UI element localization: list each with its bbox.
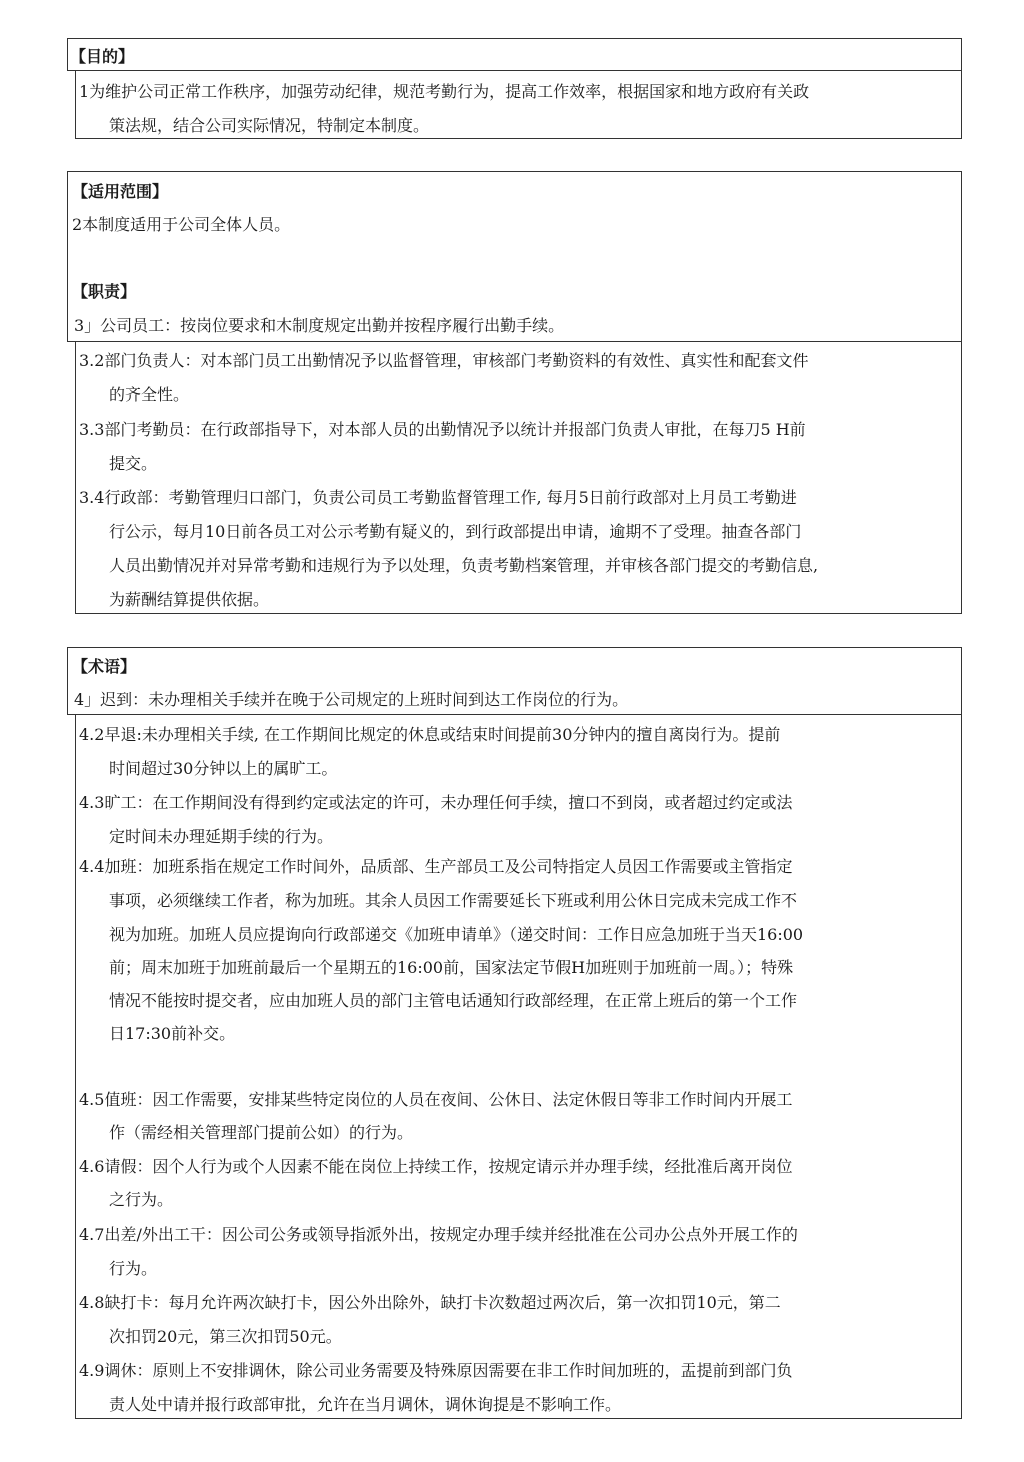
terms-item-4-2-line-2: 时间超过30分钟以上的属旷工。 (109, 759, 338, 778)
terms-heading: 【术语】 (72, 657, 137, 676)
terms-item-4-4-line-5: 情况不能按时提交者，应由加班人员的部门主管电话通知行政部经理，在正常上班后的第一个工作 (109, 991, 798, 1010)
terms-item-4-6-line-1: 4.6请假：因个人行为或个人因素不能在岗位上持续工作，按规定请示并办理手续，经批准后离开岗位 (79, 1157, 793, 1176)
terms-item-4-6-line-2: 之行为。 (109, 1190, 174, 1209)
terms-body-frame (75, 714, 962, 1419)
duties-item-3-3-line-2: 提交。 (109, 454, 158, 473)
terms-item-4-8-line-1: 4.8缺打卡：每月允许两次缺打卡，因公外出除外，缺打卡次数超过两次后，第一次扣罚10元，第二 (79, 1293, 781, 1312)
terms-item-4-4-line-4: 前；周末加班于加班前最后一个星期五的16:00前，国家法定节假H加班则于加班前一周。）；特殊 (109, 958, 794, 977)
duties-item-3-4-line-1: 3.4行政部：考勤管理归口部门，负责公司员工考勤监督管理工作, 每月5日前行政部对上月员工考勤进 (79, 488, 797, 507)
terms-item-4-3-line-2: 定时间未办理延期手续的行为。 (109, 827, 334, 846)
purpose-item-1-line-1: 1为维护公司正常工作秩序，加强劳动纪律，规范考勤行为，提高工作效率，根据国家和地方政府有关政 (79, 82, 810, 101)
terms-item-4-4-line-6: 日17:30前补交。 (109, 1024, 236, 1043)
terms-item-4-4-line-3: 视为加班。加班人员应提询向行政部递交《加班申请单》（递交时间：工作日应急加班于当天16:00 (109, 925, 804, 944)
duties-item-3-4-line-2: 行公示，每月10日前各员工对公示考勤有疑义的，到行政部提出申请，逾期不了受理。抽查各部门 (109, 522, 802, 541)
terms-item-4-4-line-2: 事项，必须继续工作者，称为加班。其余人员因工作需要延长下班或利用公休日完成未完成工作不 (109, 891, 798, 910)
terms-item-4-9-line-2: 责人处中请并报行政部审批，允许在当月调休，调休询提是不影响工作。 (109, 1395, 622, 1414)
terms-item-4-9-line-1: 4.9调休：原则上不安排调休，除公司业务需要及特殊原因需要在非工作时间加班的，盂提前到部门负 (79, 1361, 793, 1380)
terms-item-4-8-line-2: 次扣罚20元，第三次扣罚50元。 (109, 1327, 342, 1346)
duties-item-3-2-line-1: 3.2部门负责人：对本部门员工出勤情况予以监督管理，审核部门考勤资料的有效性、真实性和配套文件 (79, 351, 809, 370)
scope-heading: 【适用范围】 (72, 182, 169, 201)
purpose-heading: 【目的】 (70, 47, 135, 66)
purpose-item-1-line-2: 策法规，结合公司实际情况，特制定本制度。 (109, 116, 430, 135)
terms-item-4-5-line-1: 4.5值班：因工作需要，安排某些特定岗位的人员在夜间、公休日、法定休假日等非工作时间内开展工 (79, 1090, 793, 1109)
terms-item-4-2-line-1: 4.2早退:未办理相关手续, 在工作期间比规定的休息或结束时间提前30分钟内的擅自离岗行为。提前 (79, 725, 781, 744)
terms-item-4-4-line-1: 4.4加班：加班系指在规定工作时间外，品质部、生产部员工及公司特指定人员因工作需要或主管指定 (79, 857, 793, 876)
duties-item-3-4-line-3: 人员出勤情况并对异常考勤和违规行为予以处理，负责考勤档案管理，并审核各部门提交的考勤信息, (109, 556, 819, 575)
terms-item-4-7-line-2: 行为。 (109, 1259, 158, 1278)
duties-item-3-4-line-4: 为薪酬结算提供依据。 (109, 590, 270, 609)
purpose-heading-frame (67, 38, 962, 71)
duties-item-3-2-line-2: 的齐全性。 (109, 385, 190, 404)
terms-item-4-1: 4」迟到：未办理相关手续并在晚于公司规定的上班时间到达工作岗位的行为。 (74, 690, 629, 709)
duties-heading: 【职责】 (72, 282, 137, 301)
terms-item-4-7-line-1: 4.7出差/外出工干：因公司公务或领导指派外出，按规定办理手续并经批准在公司办公点外开展工作的 (79, 1225, 798, 1244)
duties-item-3-3-line-1: 3.3部门考勤员：在行政部指导下，对本部人员的出勤情况予以统计并报部门负责人审批，在每刀5 H前 (79, 420, 806, 439)
duties-item-3-1: 3」公司员工：按岗位要求和木制度规定出勤并按程序履行出勤手续。 (74, 316, 565, 335)
scope-item-2: 2本制度适用于公司全体人员。 (72, 215, 291, 234)
terms-item-4-3-line-1: 4.3旷工：在工作期间没有得到约定或法定的许可，未办理任何手续，擅口不到岗，或者超过约定或法 (79, 793, 793, 812)
terms-item-4-5-line-2: 作（需经相关管理部门提前公如）的行为。 (109, 1123, 414, 1142)
